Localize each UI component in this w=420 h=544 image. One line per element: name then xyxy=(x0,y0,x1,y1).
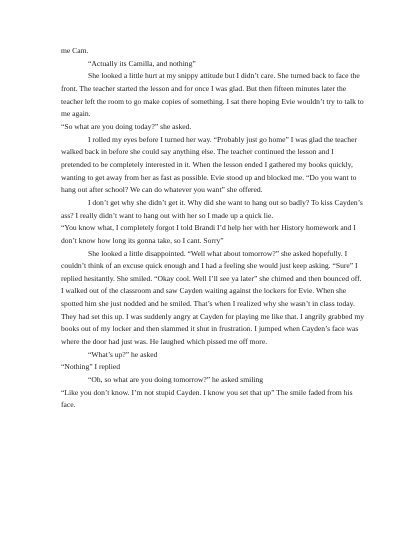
paragraph: “Actually its Camilla, and nothing” xyxy=(88,58,196,68)
paragraph: “So what are you doing today?” she asked. xyxy=(61,121,192,131)
paragraph: me Cam. xyxy=(61,46,89,55)
paragraph: “Like you don’t know. I’m not stupid Cayden. I know you set that up” The smile faded from his face. xyxy=(61,387,353,410)
paragraph: “Oh, so what are you doing tomorrow?” he asked smiling xyxy=(88,375,264,385)
paragraph: I don’t get why she didn’t get it. Why did she want to hang out so badly? To kiss Cayden’s ass? I really didn’t want to hang out with her so I made up a quick lie. xyxy=(61,197,363,220)
paragraph: “What’s up?” he asked xyxy=(88,349,158,359)
paragraph: I rolled my eyes before I turned her way. “Probably just go home” I was glad the teacher walked back in before she could say anything else. The teacher continued the lesson and I pretended to be completely interested in it. When the lesson ended I gathered my books quickly, wanting to get away from her as fast as possible. Evie stood up and blocked me. “Do you want to hang out after school? We can do whatever you want” she offered. xyxy=(61,134,357,195)
paragraph: She looked a little disappointed. “Well what about tomorrow?” she asked hopefully. I couldn’t think of an excuse quick enough and I had a feeling she would just keep asking. “Sure” I replied hesitantly. She smiled. “Okay cool. Well I’ll see ya later” she chimed and then bounced off. I walked out of the classroom and saw Cayden waiting against the lockers for Evie. When she spotted him she just nodded and he smiled. That’s when I realized why she wasn’t in class today. They had set this up. I was suddenly angry at Cayden for playing me like that. I angrily grabbed my books out of my locker and then slammed it shut in frustration. I jumped when Cayden’s face was where the door had just was. He laughed which pissed me off more. xyxy=(61,248,365,347)
paragraph: “You know what, I completely forgot I told Brandi I’d help her with her History homework and I don’t know how long its gonna take, so I cant. Sorry” xyxy=(61,223,356,245)
paragraph: “Nothing” I replied xyxy=(61,362,121,372)
paragraph: She looked a little hurt at my snippy attitude but I didn’t care. She turned back to face the front. The teacher started the lesson and for once I was glad. But then fifteen minutes later the teacher left the room to go make copies of something. I sat there hoping Evie wouldn’t try to talk to me again. xyxy=(61,71,364,119)
